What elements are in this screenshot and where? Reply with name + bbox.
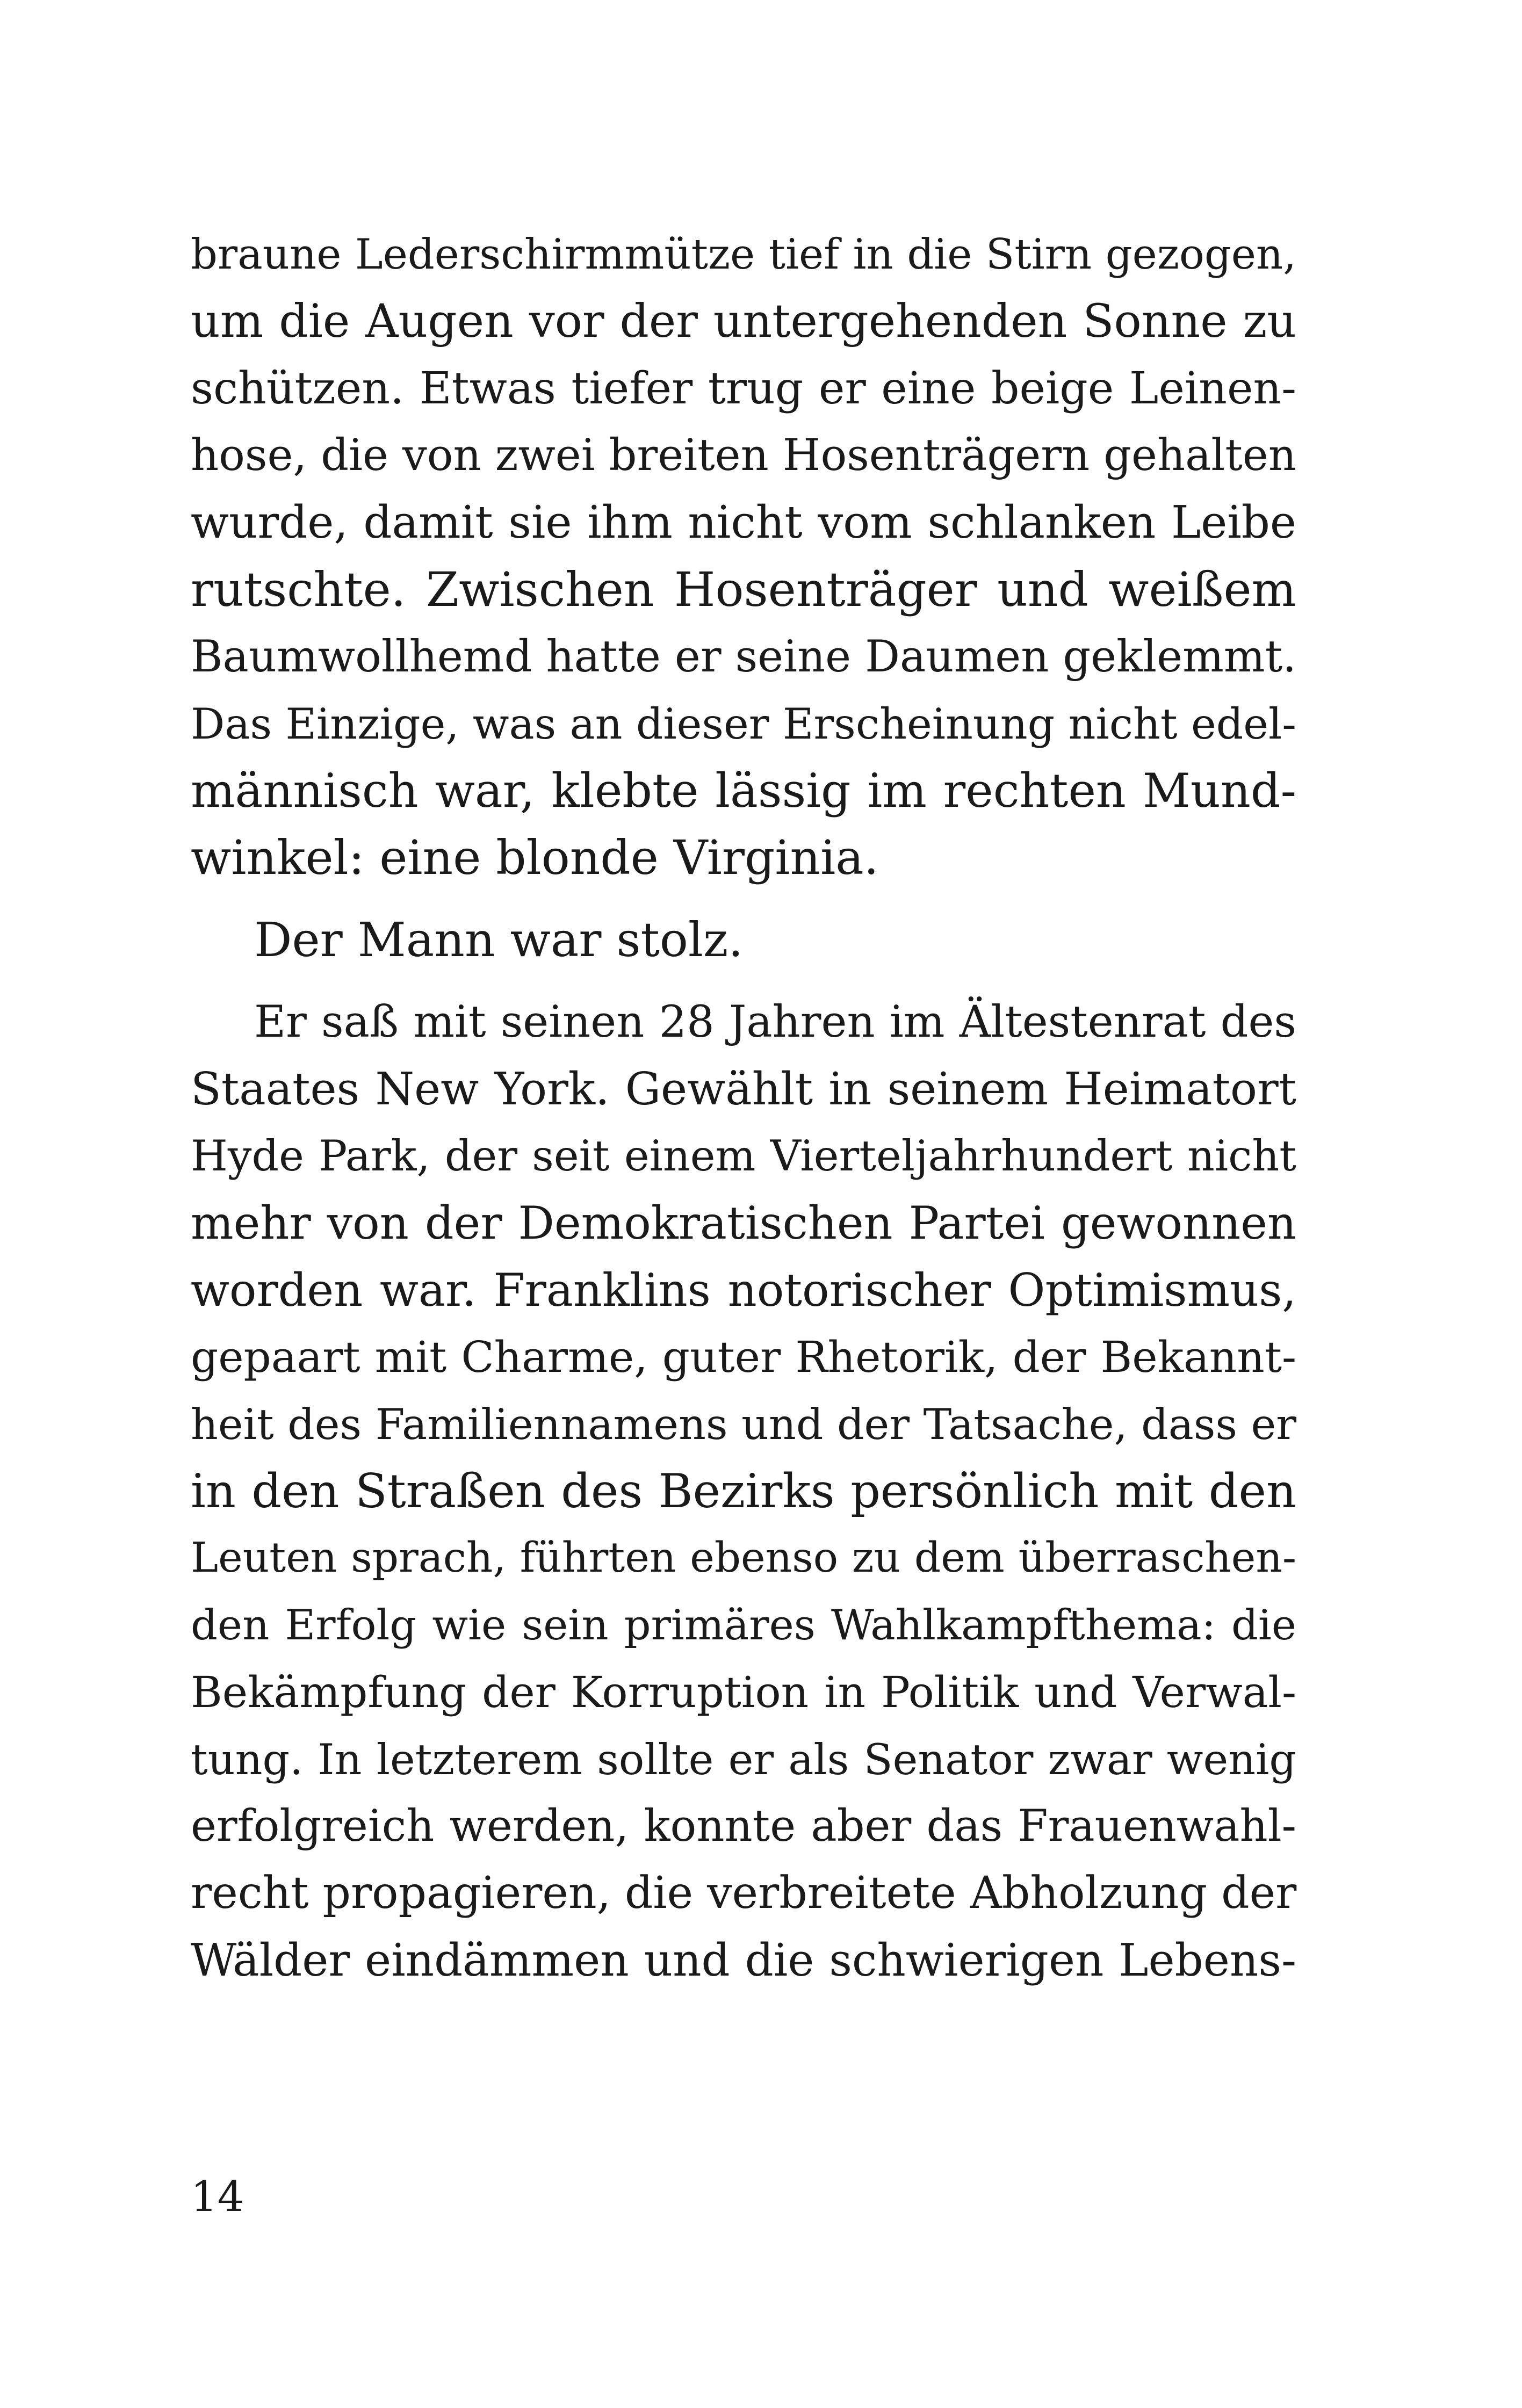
- text-line: männisch war, klebte lässig im rechten Mund-: [191, 763, 1296, 819]
- text-line: recht propagieren, die verbreitete Abholzung der: [191, 1868, 1297, 1919]
- paragraph: [191, 221, 1296, 892]
- text-line: gepaart mit Charme, guter Rhetorik, der Bekannt-: [191, 1332, 1296, 1382]
- text-line: wurde, damit sie ihm nicht vom schlanken Leibe: [191, 496, 1296, 549]
- text-line: Bekämpfung der Korruption in Politik und Verwal-: [191, 1667, 1296, 1717]
- text-line: erfolgreich werden, konnte aber das Frauenwahl-: [191, 1801, 1296, 1852]
- text-line: in den Straßen des Bezirks persönlich mit den: [191, 1464, 1296, 1519]
- text-line: den Erfolg wie sein primäres Wahlkampfthema: die: [191, 1601, 1296, 1650]
- text-line: Wälder eindämmen und die schwierigen Lebens-: [191, 1934, 1296, 1986]
- text-line: tung. In letzterem sollte er als Senator zwar wenig: [191, 1734, 1296, 1784]
- paragraph: [191, 989, 1296, 1994]
- text-line: Leuten sprach, führten ebenso zu dem überraschen-: [191, 1534, 1296, 1582]
- text-line: rutschte. Zwischen Hosenträger und weißem: [191, 561, 1296, 617]
- text-line: um die Augen vor der untergehenden Sonne zu: [191, 294, 1296, 348]
- text-line: Hyde Park, der seit einem Vierteljahrhundert nicht: [191, 1131, 1296, 1181]
- body-text: [191, 221, 1296, 1994]
- text-line: Staates New York. Gewählt in seinem Heimatort: [191, 1062, 1296, 1115]
- paragraph: [191, 907, 1296, 974]
- text-line: Der Mann war stolz.: [254, 912, 744, 967]
- text-line: winkel: eine blonde Virginia.: [191, 830, 879, 886]
- text-line: worden war. Franklins notorischer Optimismus,: [191, 1263, 1296, 1317]
- text-line: mehr von der Demokratischen Partei gewonnen: [191, 1197, 1296, 1250]
- text-line: hose, die von zwei breiten Hosenträgern gehalten: [191, 430, 1296, 481]
- text-line: Baumwollhemd hatte er seine Daumen geklemmt.: [191, 631, 1296, 682]
- text-line: schützen. Etwas tiefer trug er eine beige Leinen-: [191, 363, 1296, 414]
- paragraph-spacer: [191, 974, 1296, 989]
- page-number: 14: [191, 2173, 244, 2221]
- paragraph-spacer: [191, 892, 1296, 907]
- text-line: Er saß mit seinen 28 Jahren im Ältestenrat des: [254, 996, 1296, 1047]
- text-line: Das Einzige, was an dieser Erscheinung nicht edel-: [191, 699, 1296, 749]
- text-line: braune Lederschirmmütze tief in die Stirn gezogen,: [191, 230, 1296, 279]
- text-line: heit des Familiennamens und der Tatsache, dass er: [191, 1399, 1296, 1449]
